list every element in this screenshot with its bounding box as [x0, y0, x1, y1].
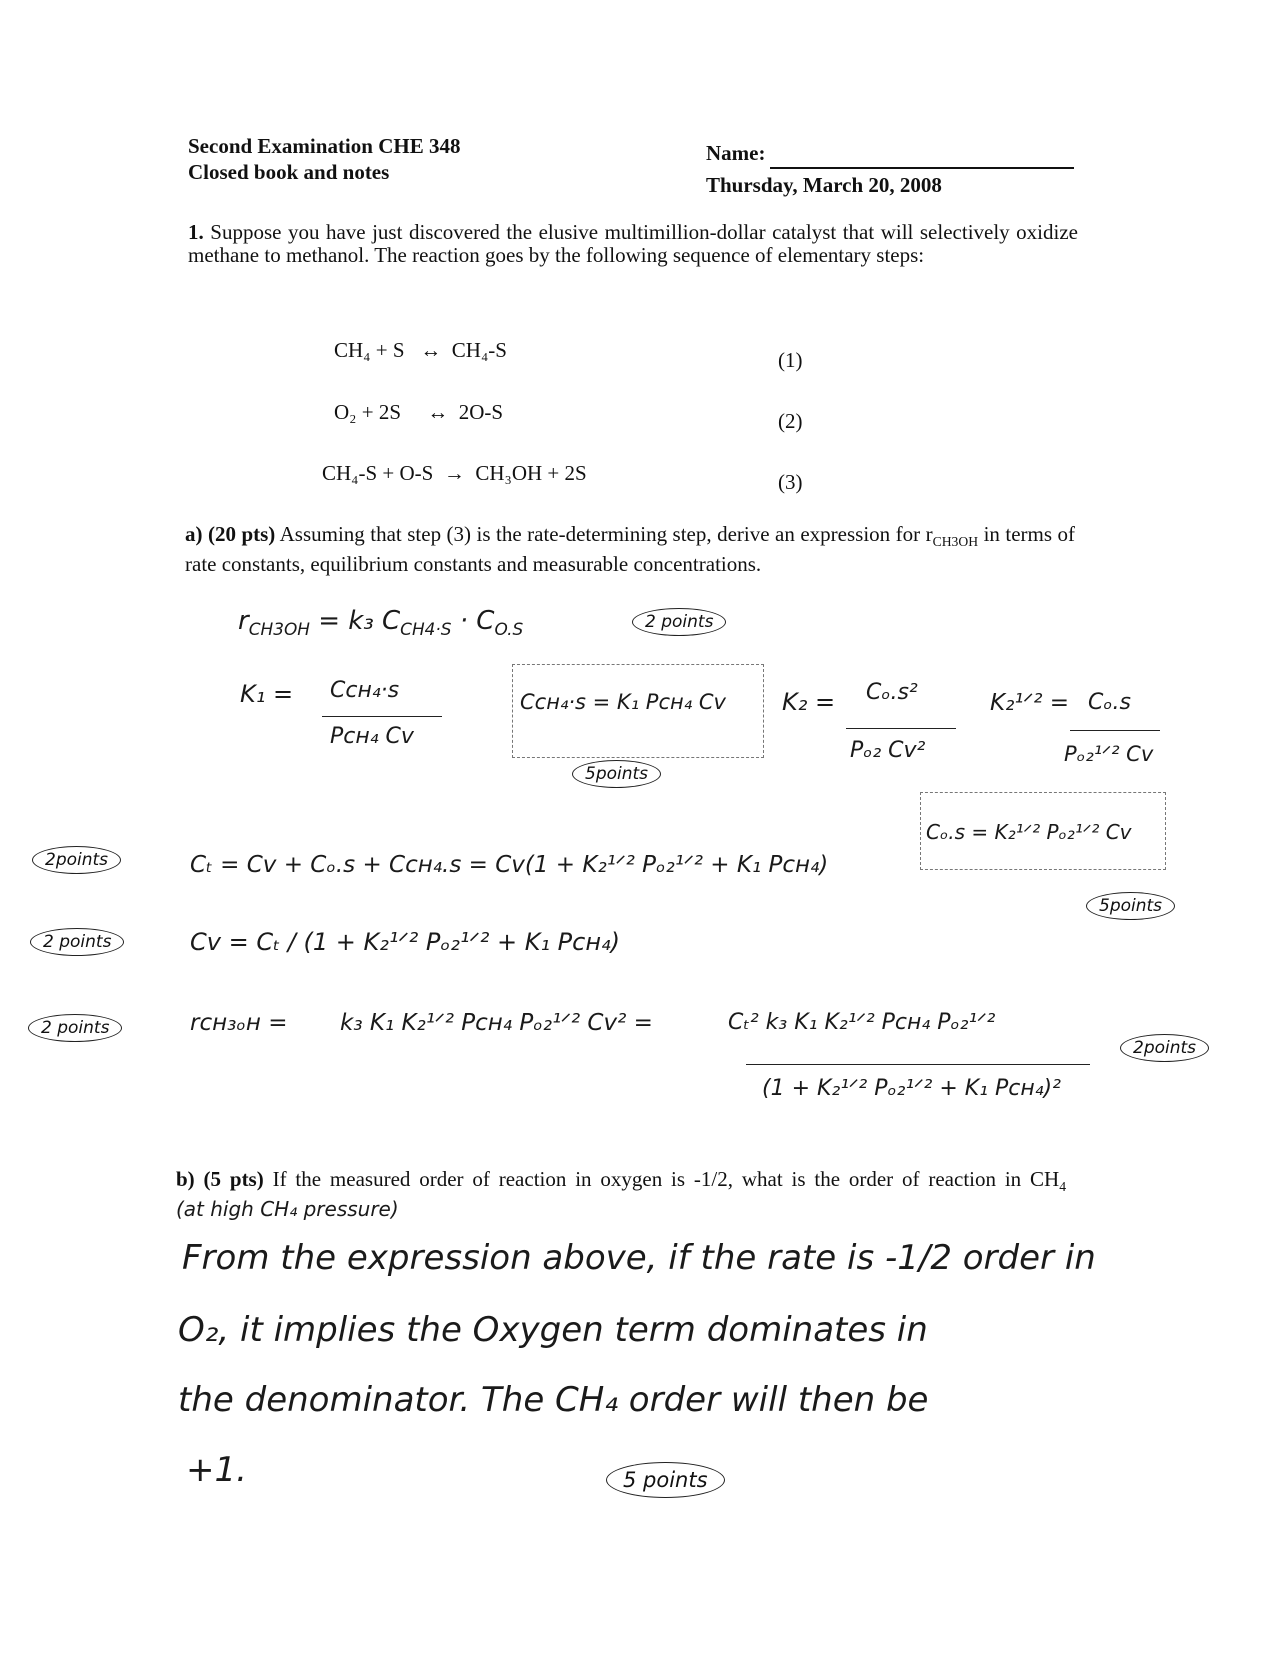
- name-underline: [770, 167, 1074, 169]
- hw-answer-line-1: From the expression above, if the rate is -1/2 order in: [182, 1238, 1096, 1278]
- reaction-step-1: CH₄ + S ↔ CH₄-S: [334, 338, 507, 362]
- reaction-number-2: (2): [778, 409, 803, 433]
- hw-k2half-label: K₂¹ᐟ² =: [990, 690, 1070, 716]
- question-1: [188, 221, 1078, 267]
- reaction-number-3: (3): [778, 470, 803, 494]
- hw-vacant-sites: Cv = Cₜ / (1 + K₂¹ᐟ² Pₒ₂¹ᐟ² + K₁ Pᴄʜ₄): [190, 928, 621, 956]
- hw-cos-equation: Cₒ.s = K₂¹ᐟ² Pₒ₂¹ᐟ² Cv: [926, 820, 1132, 844]
- exam-rules: Closed book and notes: [188, 160, 390, 184]
- hw-k2half-fraction-bar: [1070, 730, 1160, 731]
- hw-k2-numerator: Cₒ.s²: [866, 680, 918, 705]
- score-mark-cv: 2 points: [30, 928, 124, 956]
- name-label: Name:: [706, 141, 766, 165]
- score-mark-final-right: 2points: [1120, 1034, 1209, 1062]
- part-a-label: a): [185, 522, 203, 546]
- hw-final-lhs: rᴄʜ₃ₒʜ =: [190, 1010, 288, 1036]
- score-mark-ch4s: 5points: [572, 760, 661, 788]
- hw-answer-line-4: +1.: [186, 1450, 247, 1490]
- hw-answer-line-3: the denominator. The CH₄ order will then be: [178, 1380, 929, 1420]
- hw-final-denominator: (1 + K₂¹ᐟ² Pₒ₂¹ᐟ² + K₁ Pᴄʜ₄)²: [762, 1076, 1061, 1101]
- score-mark-rate: 2 points: [632, 608, 726, 636]
- hw-part-b-annotation: (at high CH₄ pressure): [176, 1197, 399, 1222]
- hw-k1-fraction-bar: [322, 716, 442, 717]
- reaction-step-3: CH₄-S + O-S → CH₃OH + 2S: [322, 461, 587, 485]
- hw-k2-denominator: Pₒ₂ Cv²: [850, 738, 926, 763]
- question-number: 1.: [188, 220, 204, 244]
- reaction-step-2: O₂ + 2S ↔ 2O-S: [334, 400, 504, 424]
- hw-k2-fraction-bar: [846, 728, 956, 729]
- hw-k1-numerator: Cᴄʜ₄·s: [330, 678, 400, 703]
- hw-k1-label: K₁ =: [240, 680, 294, 708]
- exam-title: Second Examination CHE 348: [188, 134, 461, 158]
- part-b-question: b) (5 pts) If the measured order of reaction in oxygen is -1/2, what is the order of reaction in $CH_4$ (at high CH₄ pressure): [176, 1167, 1067, 1222]
- hw-rate-expression: $r_{CH3OH} = k_3$ $C_{CH4\cdot S} \cdot C_{O.S}$: [238, 606, 524, 640]
- hw-final-middle: k₃ K₁ K₂¹ᐟ² Pᴄʜ₄ Pₒ₂¹ᐟ² Cv² =: [340, 1010, 653, 1036]
- reaction-number-1: (1): [778, 348, 803, 372]
- hw-k2half-denominator: Pₒ₂¹ᐟ² Cv: [1064, 742, 1154, 766]
- part-b-label: b): [176, 1167, 195, 1191]
- part-a-question: a) (20 pts) Assuming that step (3) is the rate-determining step, derive an expression for $r_{CH3OH}$ in terms of rate constants, equilibrium constants and measurable concentrations.: [185, 522, 1076, 577]
- part-a-points: (20 pts): [207, 522, 276, 546]
- score-mark-cos: 5points: [1086, 892, 1175, 920]
- hw-answer-line-2: O₂, it implies the Oxygen term dominates in: [178, 1310, 928, 1350]
- score-mark-final-left: 2 points: [28, 1014, 122, 1042]
- hw-k2-label: K₂ =: [782, 688, 836, 716]
- exam-date: Thursday, March 20, 2008: [706, 173, 942, 197]
- hw-site-balance: Cₜ = Cv + Cₒ.s + Cᴄʜ₄.s = Cv(1 + K₂¹ᐟ² Pₒ₂¹ᐟ² + K₁ Pᴄʜ₄): [190, 852, 829, 878]
- hw-final-fraction-bar: [746, 1064, 1090, 1065]
- question-intro: Suppose you have just discovered the elusive multimillion-dollar catalyst that will selectively oxidize methane to methanol. The reaction goes by the following sequence of elementary steps:: [188, 220, 1078, 267]
- score-mark-ct: 2points: [32, 846, 121, 874]
- part-b-points: (5 pts): [203, 1167, 264, 1191]
- hw-k2half-numerator: Cₒ.s: [1088, 690, 1131, 715]
- hw-final-numerator: Cₜ² k₃ K₁ K₂¹ᐟ² Pᴄʜ₄ Pₒ₂¹ᐟ²: [728, 1010, 996, 1035]
- hw-k1-denominator: Pᴄʜ₄ Cv: [330, 724, 414, 749]
- hw-ch4s-equation: Cᴄʜ₄·s = K₁ Pᴄʜ₄ Cv: [520, 690, 726, 714]
- score-mark-part-b: 5 points: [606, 1462, 725, 1498]
